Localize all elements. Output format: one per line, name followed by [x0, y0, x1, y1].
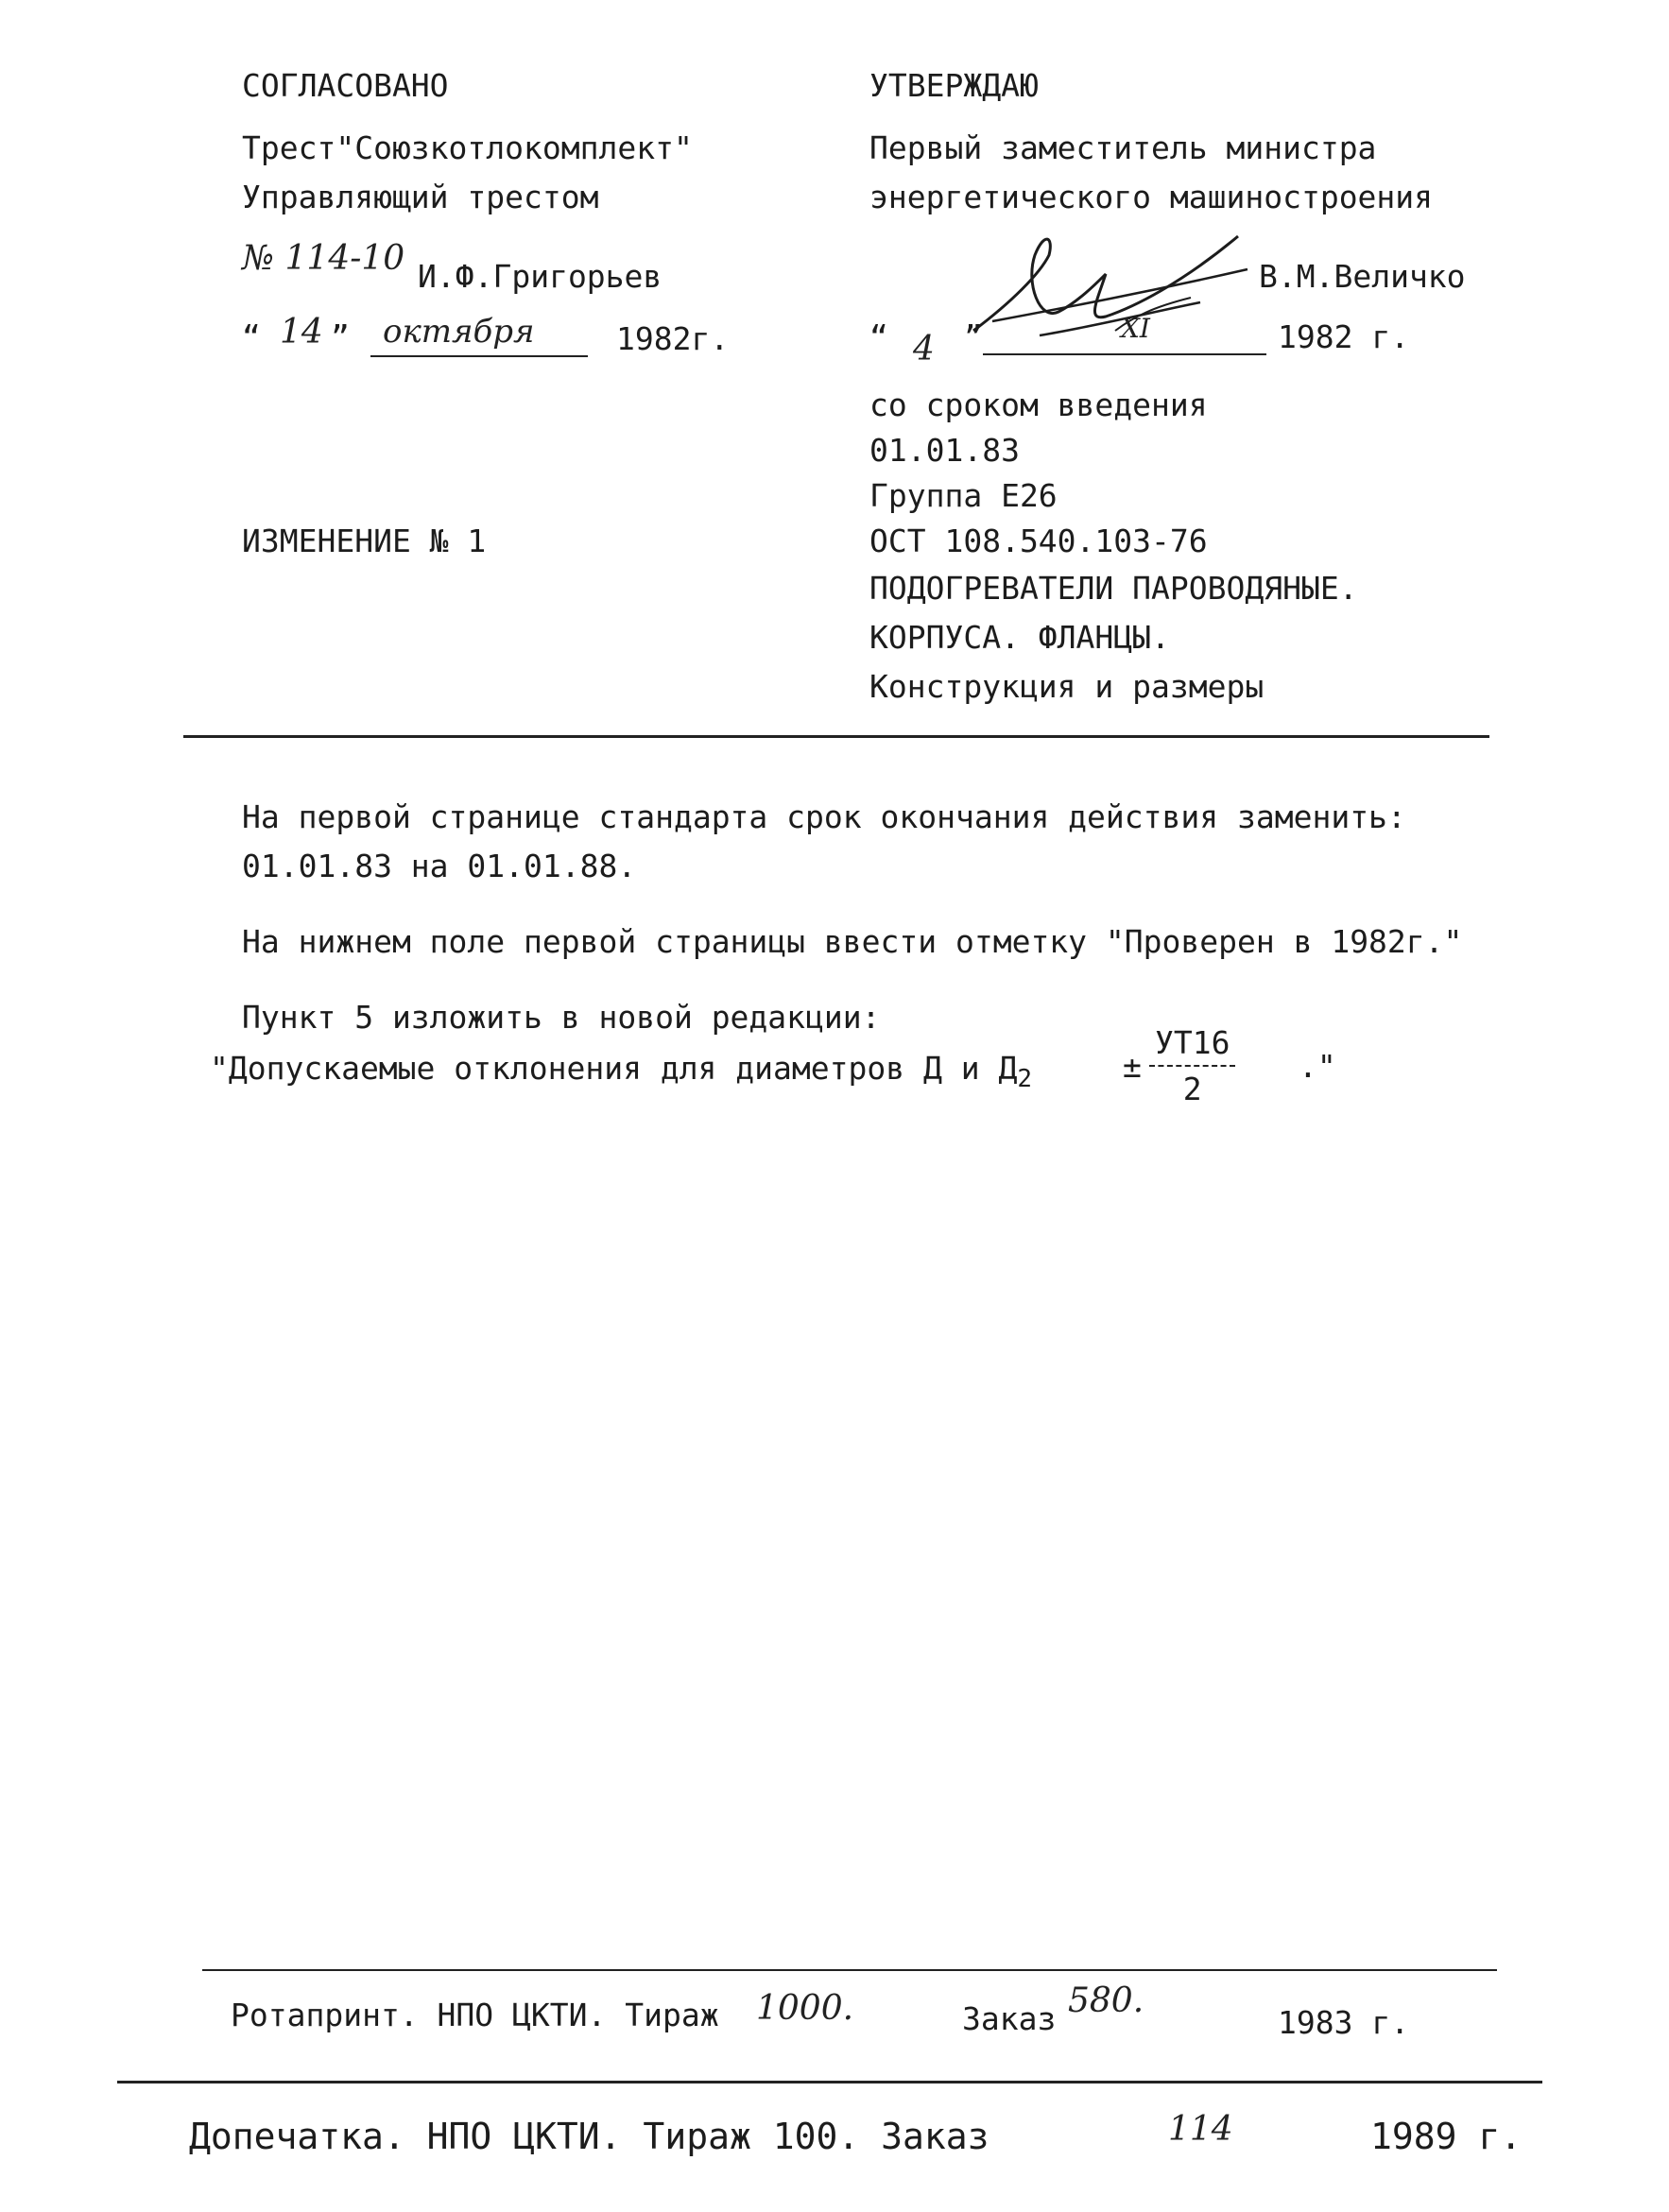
right-date-month: XI [1121, 313, 1150, 344]
right-date-year: 1982 г. [1278, 318, 1410, 355]
footer1-year: 1983 г. [1278, 2004, 1410, 2041]
left-date-underline [370, 355, 588, 357]
plus-minus-sign: ± [1123, 1048, 1142, 1085]
org-position: Управляющий трестом [242, 179, 599, 215]
header-separator [183, 735, 1489, 738]
footer1-order-label: Заказ [962, 2000, 1057, 2037]
change-para1-line1: На первой странице стандарта срок окончания действия заменить: [242, 798, 1406, 835]
standard-title-line3: Конструкция и размеры [869, 668, 1265, 705]
change-para3-line1: Пункт 5 изложить в новой редакции: [242, 999, 881, 1036]
footer2-year: 1989 г. [1370, 2116, 1523, 2157]
right-date-quote-close: ” [964, 318, 983, 355]
change-label: ИЗМЕНЕНИЕ № 1 [242, 523, 487, 559]
tolerance-tail: ." [1299, 1048, 1336, 1085]
effective-label: со сроком введения [869, 386, 1208, 423]
footer1-text: Ротапринт. НПО ЦКТИ. Тираж [231, 1997, 719, 2033]
right-date-underline [983, 353, 1266, 355]
footer2-order-no: 114 [1168, 2110, 1233, 2149]
effective-date: 01.01.83 [869, 432, 1020, 469]
left-date-day: 14 [280, 313, 323, 352]
signature-drawing [955, 217, 1266, 369]
approval-heading-right: УТВЕРЖДАЮ [869, 67, 1039, 104]
change-para2: На нижнем поле первой страницы ввести отметку "Проверен в 1982г." [242, 923, 1463, 960]
tolerance-fraction [1149, 1024, 1235, 1107]
standard-number: ОСТ 108.540.103-76 [869, 523, 1208, 559]
handwritten-number: № 114-10 [242, 239, 405, 278]
left-date-quote-close: ” [331, 318, 350, 355]
change-para3-line2 [210, 1050, 1032, 1093]
tolerance-text: "Допускаемые отклонения для диаметров Д и Д [210, 1050, 1018, 1087]
left-date-year: 1982г. [616, 320, 730, 357]
group-code: Группа Е26 [869, 477, 1058, 514]
footer1-print-run: 1000. [756, 1989, 854, 2028]
standard-title-line2: КОРПУСА. ФЛАНЦЫ. [869, 619, 1170, 656]
fraction-numerator: УТ16 [1155, 1024, 1230, 1061]
right-position-line2: энергетического машиностроения [869, 179, 1434, 215]
right-position-line1: Первый заместитель министра [869, 129, 1377, 166]
approval-heading-left: СОГЛАСОВАНО [242, 67, 449, 104]
footer1-order-no: 580. [1068, 1981, 1144, 2020]
footer1-rule [202, 1969, 1497, 1971]
right-date-quote-open: “ [869, 318, 888, 355]
left-date-quote-open: “ [242, 318, 261, 355]
diameter-subscript: 2 [1017, 1065, 1032, 1093]
right-signer: В.М.Величко [1259, 258, 1466, 295]
left-date-month: октября [383, 313, 535, 351]
fraction-denominator: 2 [1182, 1071, 1202, 1107]
right-date-day: 4 [913, 330, 935, 369]
footer2-text: Допечатка. НПО ЦКТИ. Тираж 100. Заказ [189, 2116, 989, 2157]
left-signer: И.Ф.Григорьев [418, 258, 662, 295]
standard-title-line1: ПОДОГРЕВАТЕЛИ ПАРОВОДЯНЫЕ. [869, 570, 1358, 607]
org-name: Трест"Союзкотлокомплект" [242, 129, 693, 166]
footer2-rule [117, 2081, 1542, 2083]
change-para1-line2: 01.01.83 на 01.01.88. [242, 848, 637, 884]
